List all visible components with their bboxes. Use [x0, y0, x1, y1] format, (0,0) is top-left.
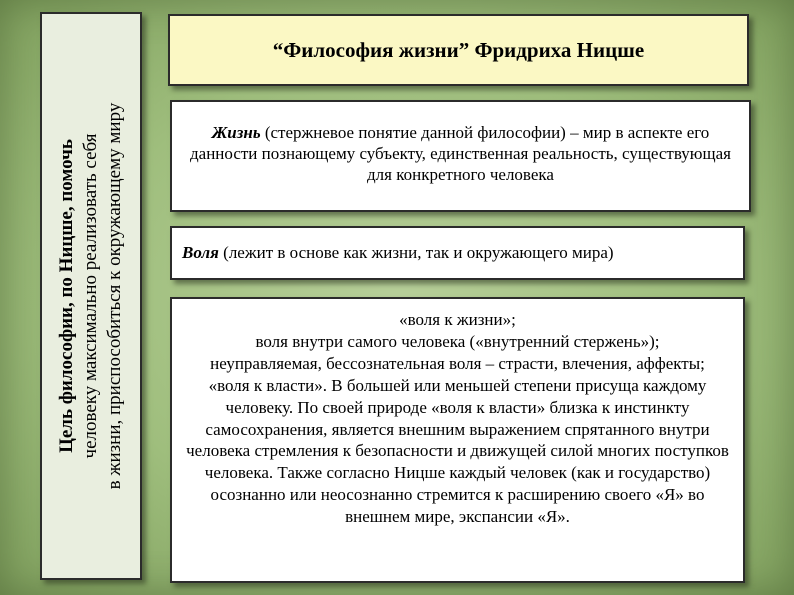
goal-line-2: человеку максимально реализовать себя [80, 133, 101, 459]
will-description: (лежит в основе как жизни, так и окружающего мира) [218, 243, 614, 262]
will-details-box [170, 297, 745, 583]
goal-line-1: Цель философии, по Ницше, помочь [56, 139, 77, 453]
goal-panel [40, 12, 142, 580]
detail-item: воля внутри самого человека («внутренний стержень»); [255, 331, 660, 351]
detail-item: неуправляемая, бессознательная воля – страсти, влечения, аффекты; [210, 353, 705, 373]
page-title: “Философия жизни” Фридриха Ницше [272, 37, 645, 62]
detail-item: «воля к жизни»; [399, 310, 516, 329]
detail-item: «воля к власти». В большей или меньшей степени присуща каждому человеку. По своей природе «воля к власти» близка к инстинкту самосохранения, является внешним выражением спрятанного внутри человека стремления к безопасности и движущей силой многих поступков человека. Также согласно Ницше каждый человек (как и государство) осознанно или неосознанно стремится к расширению своего «Я» во внешнем мире, экспансии «Я». [186, 375, 729, 527]
will-term: Воля [182, 243, 219, 262]
will-definition-box [170, 226, 745, 280]
life-definition-box [170, 100, 751, 212]
title-box [168, 14, 749, 86]
goal-text [55, 16, 127, 576]
life-description: (стержневое понятие данной философии) – мир в аспекте его данности познающему субъекту, единственная реальность, существующая для конкретного человека [190, 123, 731, 184]
goal-line-3: в жизни, приспособиться к окружающему миру [104, 102, 125, 490]
life-term: Жизнь [211, 123, 261, 142]
